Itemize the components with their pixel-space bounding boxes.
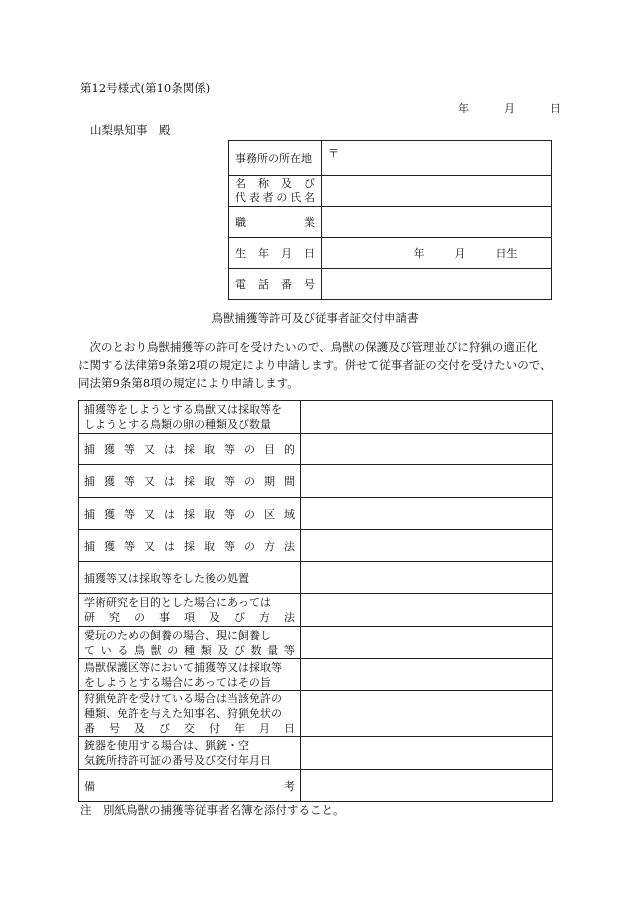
item-label-text: 及 (134, 722, 145, 735)
date-day: 日 (550, 102, 561, 115)
item-label-line (84, 417, 295, 432)
item-label (79, 498, 301, 530)
item-label-text: 及 (217, 643, 229, 657)
item-answer-field[interactable] (301, 498, 553, 530)
item-label-text: 捕 (84, 539, 95, 553)
phone-label-char: 話 (258, 278, 269, 291)
item-label-text: 採 (184, 443, 195, 456)
item-label-text: 学術研究を目的とした場合にあっては (84, 596, 271, 609)
item-label-text: 種 (183, 643, 195, 657)
item-label-text: しようとする鳥類の卵の種類及び数量 (84, 418, 271, 431)
statement-line: 次のとおり鳥獣捕獲等の許可を受けたいので、鳥獣の保護及び管理並びに狩猟の適正化 (78, 340, 538, 354)
occupation-label-char: 業 (304, 216, 315, 229)
item-answer-field[interactable] (301, 434, 553, 465)
item-label-text: 等 (124, 443, 135, 456)
item-label-text: 備 (84, 779, 95, 793)
item-answer-field[interactable] (301, 594, 553, 627)
item-label-line (84, 691, 295, 706)
name-label-line2-char: 代 (235, 191, 246, 204)
phone-field[interactable] (322, 269, 552, 300)
item-label-line (84, 778, 295, 794)
item-label-text: は (164, 443, 175, 456)
item-label-text: 採 (184, 539, 195, 553)
item-label-text: 獲 (104, 443, 115, 456)
item-label-text: び (233, 643, 245, 657)
item-label-text: 等 (224, 539, 235, 553)
name-label-line1-char: 及 (281, 177, 292, 190)
item-label-text: 捕 (84, 443, 95, 456)
table-row (79, 627, 553, 659)
phone-label (229, 269, 322, 300)
item-label-text: の (244, 507, 255, 521)
table-row (79, 770, 553, 802)
item-label-text: 狩猟免許を受けている場合は当該免許の (84, 692, 282, 705)
item-label-text: 番 (84, 722, 95, 735)
name-label-line1-char: び (304, 177, 315, 190)
table-row (79, 465, 553, 498)
name-label-line2-char: 氏 (290, 191, 302, 204)
item-answer-field[interactable] (301, 627, 553, 659)
name-label-line2-char: の (276, 191, 288, 204)
name-label (229, 176, 322, 207)
birth-row (229, 238, 552, 269)
applicant-info-table (228, 140, 552, 300)
item-label (79, 434, 301, 465)
name-label-line1-char: 名 (235, 177, 246, 190)
item-label-text: 又 (144, 443, 155, 456)
item-label-text: 等 (224, 507, 235, 521)
item-label-text: 鳥 (133, 643, 145, 657)
item-label-text: 及 (209, 611, 220, 624)
item-label-text: 事 (159, 611, 170, 624)
item-label-line (84, 660, 295, 675)
item-label (79, 401, 301, 434)
item-label (79, 465, 301, 498)
item-label-line (84, 721, 295, 736)
table-row (79, 498, 553, 530)
item-label-line (84, 753, 295, 768)
item-label-text: 量 (267, 643, 279, 657)
item-label-text: 区 (264, 507, 275, 521)
postal-mark: 〒 (328, 147, 339, 160)
item-label-text: 愛玩のための飼養の場合、現に飼養し (84, 628, 271, 642)
item-label-text: 又 (144, 475, 155, 488)
table-row (79, 434, 553, 465)
statement-line: に関する法律第9条第2項の規定により申請します。併せて従事者証の交付を受けたいので、 (78, 358, 552, 372)
occupation-row (229, 207, 552, 238)
name-label-line1-char: 称 (258, 177, 269, 190)
item-label-text: 等 (124, 539, 135, 553)
item-answer-field[interactable] (301, 691, 553, 737)
name-row (229, 176, 552, 207)
item-label-text: 法 (284, 611, 295, 624)
item-label-text: て (84, 643, 95, 657)
item-label-text: 研 (84, 611, 95, 624)
item-label-line (84, 402, 295, 417)
item-label-text: 法 (284, 539, 295, 553)
name-field[interactable] (322, 176, 552, 207)
phone-row (229, 269, 552, 300)
item-label-text: 種類、免許を与えた知事名、狩猟免状の (84, 707, 282, 720)
item-label-text: 取 (204, 443, 215, 456)
item-label-text: 等 (224, 443, 235, 456)
item-label-text: 獲 (104, 539, 115, 553)
table-row (79, 594, 553, 627)
item-label-text: 等 (224, 475, 235, 488)
item-label-text: い (100, 643, 112, 657)
item-label-line (84, 538, 295, 554)
item-label-text: 月 (259, 722, 270, 735)
item-label-line (84, 473, 295, 489)
birth-month: 月 (454, 247, 466, 260)
item-label-text: 捕獲等又は採取等をした後の処置 (84, 571, 249, 585)
item-label-text: 又 (144, 507, 155, 521)
item-label-text: 採 (184, 475, 195, 488)
item-label-text: 項 (184, 611, 195, 624)
item-label-text: 取 (204, 539, 215, 553)
office-label: 事務所の所在地 (229, 141, 322, 176)
date-line (458, 100, 561, 116)
table-row (79, 691, 553, 737)
item-label-text: 究 (109, 611, 120, 624)
item-label-text: る (117, 643, 129, 657)
item-label-text: 取 (204, 507, 215, 521)
phone-label-char: 号 (304, 278, 315, 291)
item-label-line (84, 643, 295, 658)
item-label-text: 域 (284, 507, 295, 521)
birth-label-char: 日 (304, 247, 315, 260)
name-label-line2-char: 名 (303, 191, 315, 204)
application-statement (78, 338, 553, 392)
item-label-text: 数 (250, 643, 262, 657)
item-answer-field[interactable] (301, 770, 553, 802)
item-label-text: 又 (144, 539, 155, 553)
item-label-text: は (164, 507, 175, 521)
birth-field[interactable] (322, 238, 552, 269)
item-answer-field[interactable] (301, 530, 553, 562)
item-label-text: 獲 (104, 507, 115, 521)
item-label-text: 考 (284, 779, 295, 793)
item-label-text: の (244, 475, 255, 488)
item-label-text: 目 (264, 443, 275, 456)
application-details-table (78, 400, 553, 802)
item-label-line (84, 738, 295, 753)
item-label-text: 方 (259, 611, 270, 624)
attachment-note: 注 別紙鳥獣の捕獲等従事者名簿を添付すること。 (80, 803, 345, 817)
item-label-text: 鳥獣保護区等において捕獲等又は採取等 (84, 660, 282, 674)
item-label (79, 737, 301, 770)
table-row (79, 401, 553, 434)
item-label (79, 691, 301, 737)
phone-label-char: 番 (281, 278, 292, 291)
item-label-text: の (244, 539, 255, 553)
item-label-text: 期 (264, 475, 275, 488)
item-label-text: の (244, 443, 255, 456)
table-row (79, 659, 553, 691)
phone-label-char: 電 (235, 278, 246, 291)
item-label-text: 付 (209, 722, 220, 735)
date-month: 月 (504, 102, 515, 115)
item-label-text: は (164, 475, 175, 488)
occupation-label (229, 207, 322, 238)
item-label-text: 捕 (84, 507, 95, 521)
item-label-text: 方 (264, 539, 275, 553)
item-label (79, 627, 301, 659)
item-label-text: は (164, 539, 175, 553)
document-title: 鳥獣捕獲等許可及び従事者証交付申請書 (211, 311, 419, 325)
birth-day: 日生 (495, 247, 518, 260)
item-label-text: 獣 (150, 643, 162, 657)
item-answer-field[interactable] (301, 659, 553, 691)
item-label-text: をしようとする場合にあってはその旨 (84, 675, 271, 689)
item-label-text: の (134, 611, 145, 624)
item-label-line (84, 441, 295, 457)
item-label-line (84, 595, 295, 610)
item-label-line (84, 706, 295, 721)
item-label-line (84, 610, 295, 625)
item-answer-field[interactable] (301, 737, 553, 770)
name-label-line2-char: 者 (262, 191, 274, 204)
item-label-line (84, 506, 295, 522)
office-row (229, 141, 552, 176)
item-label-text: 獲 (104, 475, 115, 488)
addressee: 山梨県知事 殿 (90, 123, 171, 137)
item-answer-field[interactable] (301, 465, 553, 498)
birth-label-char: 年 (258, 247, 269, 260)
occupation-label-char: 職 (235, 216, 246, 229)
item-label (79, 659, 301, 691)
table-row (79, 530, 553, 562)
item-label (79, 594, 301, 627)
item-label-text: 年 (234, 722, 245, 735)
birth-label-char: 月 (281, 247, 292, 260)
item-answer-field[interactable] (301, 562, 553, 594)
item-label (79, 770, 301, 802)
item-label-text: 取 (204, 475, 215, 488)
birth-year: 年 (413, 247, 425, 260)
form-number: 第12号様式(第10条関係) (80, 81, 211, 95)
item-label-text: 等 (124, 475, 135, 488)
name-label-line2-char: 表 (248, 191, 260, 204)
item-label-text: の (167, 643, 179, 657)
item-label-line (84, 628, 295, 643)
item-label-text: び (234, 611, 245, 624)
item-label-text: 等 (283, 643, 295, 657)
item-label-text: 銃器を使用する場合は、猟銃・空 (84, 739, 249, 752)
item-label-text: 類 (200, 643, 212, 657)
date-year: 年 (458, 102, 469, 115)
item-label-text: 気銃所持許可証の番号及び交付年月日 (84, 754, 271, 767)
table-row (79, 562, 553, 594)
item-answer-field[interactable] (301, 401, 553, 434)
item-label-text: 等 (124, 507, 135, 521)
statement-line: 同法第9条第8項の規定により申請します。 (78, 376, 299, 390)
item-label-text: び (159, 722, 170, 735)
item-label-text: 交 (184, 722, 195, 735)
item-label-line (84, 675, 295, 690)
table-row (79, 737, 553, 770)
item-label-text: 採 (184, 507, 195, 521)
item-label (79, 530, 301, 562)
birth-label-char: 生 (235, 247, 246, 260)
item-label-text: 捕 (84, 475, 95, 488)
item-label-text: 捕獲等をしようとする鳥獣又は採取等を (84, 403, 282, 416)
item-label (79, 562, 301, 594)
office-field[interactable] (322, 141, 552, 176)
birth-label (229, 238, 322, 269)
item-label-line (84, 570, 295, 586)
item-label-text: 日 (284, 722, 295, 735)
occupation-field[interactable] (322, 207, 552, 238)
item-label-text: 号 (109, 722, 120, 735)
item-label-text: 的 (284, 443, 295, 456)
item-label-text: 間 (284, 475, 295, 488)
